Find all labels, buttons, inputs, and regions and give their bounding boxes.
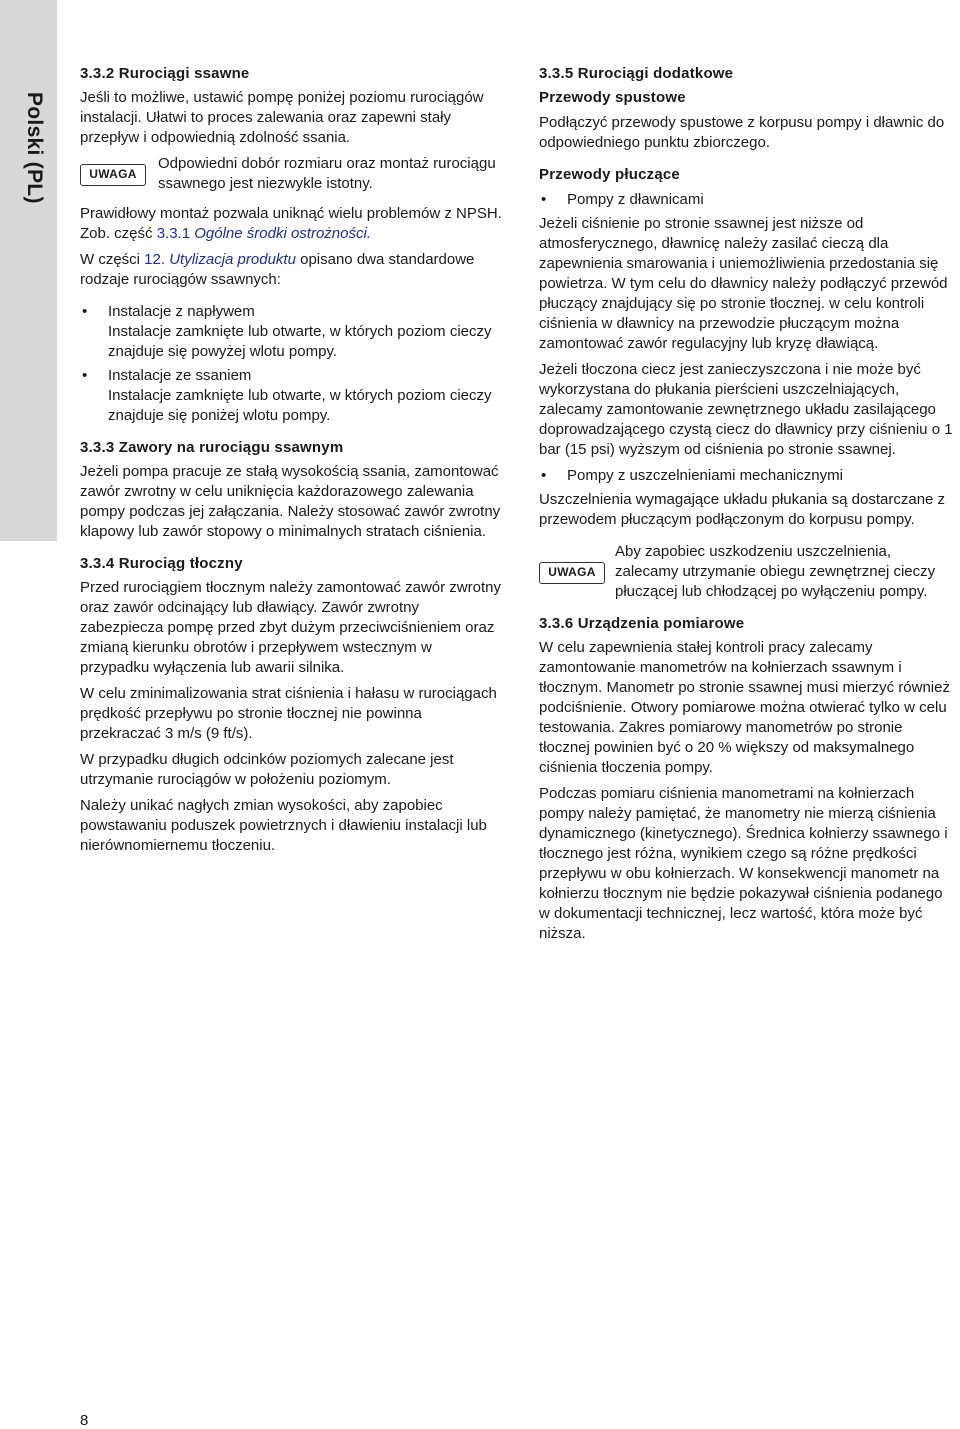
mechanical-seal-paragraph: Uszczelnienia wymagające układu płukania są dostarczane z przewodem płuczącym podłączonym do korpusu pompy. xyxy=(539,491,946,528)
notice-text: Aby zapobiec uszkodzeniu uszczelnienia, zalecamy utrzymanie obiegu zewnętrznej cieczy płuczącej lub chłodzącej po wyłączeniu pompy. xyxy=(615,543,936,600)
section-3-3-6-title: 3.3.6 Urządzenia pomiarowe xyxy=(539,615,745,632)
section-link-12[interactable]: 12. xyxy=(144,251,166,268)
list-item-description: Instalacje zamknięte lub otwarte, w których poziom cieczy znajduje się powyżej wlotu pompy. xyxy=(108,323,492,360)
section-link-3-3-1-title[interactable]: Ogólne środki ostrożności. xyxy=(190,225,371,242)
list-item-title: • Instalacje ze ssaniem xyxy=(108,367,252,384)
uwaga-badge: UWAGA xyxy=(80,164,146,186)
language-tab-label: Polski (PL) xyxy=(23,92,46,204)
flush-paragraph-1: Jeżeli ciśnienie po stronie ssawnej jest niższe od atmosferycznego, dławnicę należy zasilać cieczą dla zapewnienia smarowania i uniemożliwienia przedostania się powietrza. W tym celu do dławnicy należy podłączyć przewód płuczący znajdujący się po stronie tłocznej. w celu kontroli ciśnienia w dławnicy na przewodzie płuczącym można zamontować zawór regulacyjny lub kryzę dławiącą. xyxy=(539,215,948,352)
section-3-3-3-title: 3.3.3 Zawory na rurociągu ssawnym xyxy=(80,439,344,456)
section-3-3-4-paragraph-2: W celu zminimalizowania strat ciśnienia i hałasu w rurociągach prędkość przepływu po stronie tłocznej nie powinna przekraczać 3 m/s (9 ft/s). xyxy=(80,685,497,742)
list-item xyxy=(539,190,957,210)
notice-seal-protection xyxy=(539,542,957,602)
list-item xyxy=(80,302,504,362)
flush-paragraph-2: Jeżeli tłoczona ciecz jest zanieczyszczona i nie może być wykorzystana do płukania pierścieni uszczelniających, zalecamy zamontowanie zewnętrznego układu zasilającego doprowadzającego czystą ciecz do dławnicy przy ciśnieniu o 1 bar (15 psi) wyższym od ciśnienia po stronie ssawnej. xyxy=(539,361,953,458)
section-3-3-4-title: 3.3.4 Rurociąg tłoczny xyxy=(80,555,243,572)
section-3-3-3-paragraph-1: Jeżeli pompa pracuje ze stałą wysokością ssania, zamontować zawór zwrotny w celu uniknięcia każdorazowego zalewania pompy podczas jej załączania. Należy stosować zawór zwrotny klapowy lub zawór stopowy o minimalnych stratach ciśnienia. xyxy=(80,463,501,540)
list-item-title: Pompy z uszczelnieniami mechanicznymi xyxy=(567,467,843,484)
section-3-3-2-paragraph-1: Jeśli to możliwe, ustawić pompę poniżej poziomu rurociągów instalacji. Ułatwi to proces zalewania oraz zapewni stały przepływ i odpowiednią zdolność ssania. xyxy=(80,89,484,146)
list-item xyxy=(80,366,504,426)
notice-text: Odpowiedni dobór rozmiaru oraz montaż rurociągu ssawnego jest niezwykle istotny. xyxy=(158,155,496,192)
page-number: 8 xyxy=(80,1412,89,1429)
section-3-3-2-paragraph-3 xyxy=(80,250,504,290)
section-3-3-5-title: 3.3.5 Rurociągi dodatkowe xyxy=(539,65,734,82)
list-item xyxy=(539,466,957,486)
uwaga-badge: UWAGA xyxy=(539,562,605,584)
paragraph-text: opisano dwa standardowe rodzaje rurociągów ssawnych: xyxy=(80,251,475,288)
section-3-3-4-paragraph-4: Należy unikać nagłych zmian wysokości, aby zapobiec powstawaniu poduszek powietrznych i dławieniu instalacji lub nierównomiernemu tłoczeniu. xyxy=(80,797,487,854)
flush-lines-title: Przewody płuczące xyxy=(539,166,680,183)
section-3-3-4-paragraph-3: W przypadku długich odcinków poziomych zalecane jest utrzymanie rurociągów w położeniu poziomym. xyxy=(80,751,454,788)
list-item-description: Instalacje zamknięte lub otwarte, w których poziom cieczy znajduje się poniżej wlotu pompy. xyxy=(108,387,492,424)
list-item-title: Pompy z dławnicami xyxy=(567,191,704,208)
drain-lines-title: Przewody spustowe xyxy=(539,89,686,106)
section-link-12-title[interactable]: Utylizacja produktu xyxy=(165,251,296,268)
section-3-3-6-paragraph-1: W celu zapewnienia stałej kontroli pracy zalecamy zamontowanie manometrów na kołnierzach ssawnym i tłocznym. Manometr po stronie ssawnej musi mierzyć również podciśnienie. Otwory pomiarowe można otwierać tylko w celu testowania. Zakres pomiarowy manometrów po stronie tłocznej powinien być o 20 % większy od maksymalnego ciśnienia tłoczenia pompy. xyxy=(539,639,950,776)
left-column xyxy=(80,64,504,862)
drain-lines-paragraph: Podłączyć przewody spustowe z korpusu pompy i dławnic do odpowiedniego punktu zbiorczego. xyxy=(539,114,945,151)
list-item-title: • Instalacje z napływem xyxy=(108,303,255,320)
section-3-3-4-paragraph-1: Przed rurociągiem tłocznym należy zamontować zawór zwrotny oraz zawór odcinający lub dławiący. Zawór zwrotny zabezpiecza pompę przed zbyt dużym przeciwciśnieniem oraz zmianą kierunku obrotów i przepływem wstecznym w przypadku wyłączenia lub awarii silnika. xyxy=(80,579,501,676)
section-3-3-2-paragraph-2 xyxy=(80,204,504,244)
section-3-3-2-title: 3.3.2 Rurociągi ssawne xyxy=(80,65,250,82)
language-tab xyxy=(0,0,57,541)
section-3-3-6-paragraph-2: Podczas pomiaru ciśnienia manometrami na kołnierzach pompy należy pamiętać, że manometry nie mierzą ciśnienia dynamicznego (kinetycznego). Średnica kołnierzy ssawnego i tłocznego jest różna, wynikiem czego są różne prędkości przepływu w obu kołnierzach. W konsekwencji manometr na kołnierzu tłocznym nie będzie pokazywał ciśnienia podanego w dokumentacji technicznej, lecz wartość, która może być niższa. xyxy=(539,785,948,942)
paragraph-text: W części xyxy=(80,251,145,268)
paragraph-text: Prawidłowy montaż pozwala uniknąć wielu problemów z NPSH. Zob. część xyxy=(80,205,502,242)
section-link-3-3-1[interactable]: 3.3.1 xyxy=(156,225,191,242)
notice-suction-piping xyxy=(80,154,504,196)
right-column xyxy=(539,64,957,950)
